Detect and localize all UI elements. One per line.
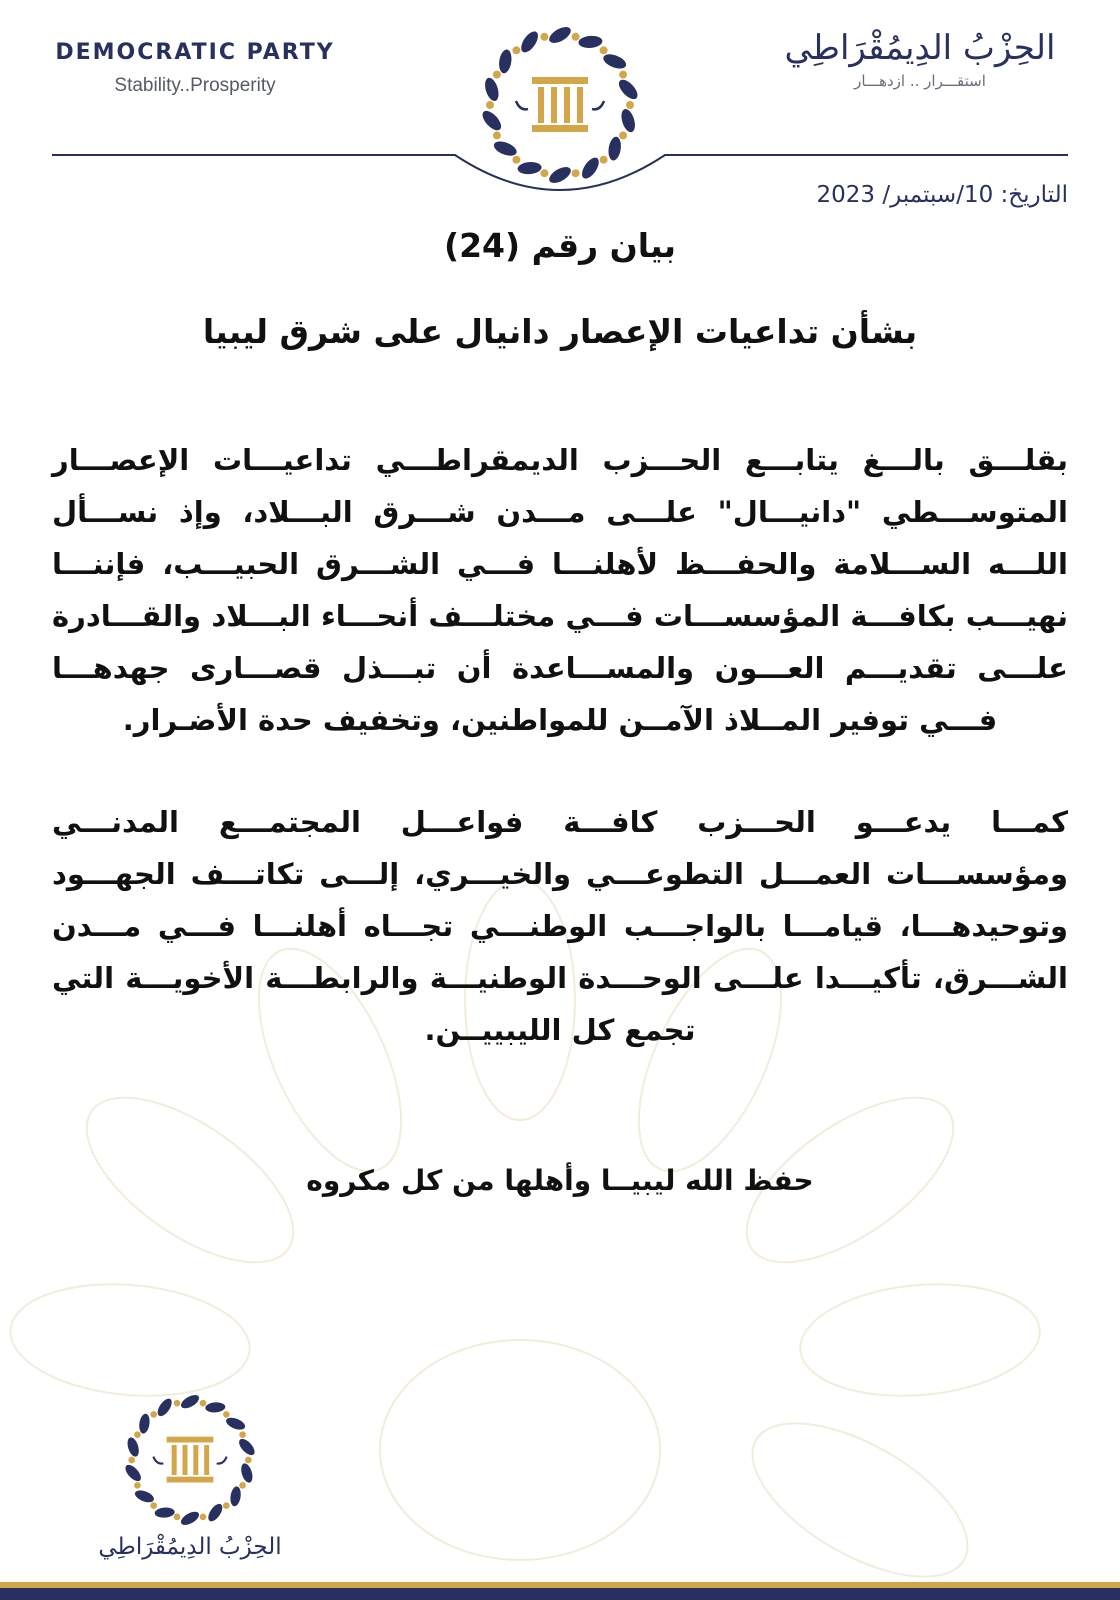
emblem-dot [600, 156, 608, 164]
closing-line: حفظ الله ليبيــا وأهلها من كل مكروه [306, 1164, 814, 1197]
emblem-dot [174, 1400, 181, 1407]
emblem-leaf [517, 161, 542, 175]
emblem-column [577, 87, 583, 123]
emblem-dot [493, 71, 501, 79]
party-emblem-icon [115, 1385, 265, 1535]
english-party-name: DEMOCRATIC PARTY [55, 40, 335, 65]
emblem-dot [239, 1431, 246, 1438]
emblem-leaf [154, 1507, 175, 1518]
emblem-dot [245, 1457, 252, 1464]
emblem-column [172, 1445, 177, 1475]
emblem-dot [128, 1457, 135, 1464]
emblem-dot [223, 1502, 230, 1509]
emblem-leaf [206, 1502, 226, 1524]
emblem-pillar-base [167, 1477, 214, 1483]
emblem-leaf [125, 1436, 140, 1458]
arabic-party-name: الحِزْبُ الدِيمُقْرَاطِي [784, 28, 1056, 68]
statement-date: التاريخ: 10/سبتمبر/ 2023 [816, 182, 1068, 208]
footer-bar-navy [0, 1588, 1120, 1600]
emblem-dot [600, 46, 608, 54]
footer-bar [0, 1582, 1120, 1600]
header-english [50, 40, 340, 97]
emblem-dot [493, 131, 501, 139]
emblem-pillar-top [532, 77, 588, 84]
emblem-leaf [518, 29, 541, 56]
emblem-column [564, 87, 570, 123]
party-emblem-icon [470, 15, 650, 195]
emblem-dot [626, 101, 634, 109]
emblem-column [183, 1445, 188, 1475]
body-paragraph: كمـــا يدعـــو الحـــزب كافـــة فواعـــل المجتمـــع المدنـــي ومؤسســـات العمـــل التطوعـــي والخيـــري، إلـــى تكاتـــف الجهـــود وتوحيدهـــا، قيامـــا بالواجـــب الوطنـــي تجـــاه أهلنـــا فـــي مـــدن الشـــرق، تأكيـــدا علـــى الوحـــدة الوطنيـــة والرابطـــة الأخويـــة التي تجمع كل الليبييــن. [52, 805, 1068, 1047]
emblem-leaf [578, 35, 603, 49]
emblem-leaf [239, 1462, 254, 1484]
emblem-dot [619, 71, 627, 79]
footer-party-name: الحِزْبُ الدِيمُقْرَاطِي [98, 1534, 282, 1560]
emblem-leaf [616, 77, 641, 103]
emblem-leaf [579, 155, 602, 182]
emblem-column [193, 1445, 198, 1475]
body-paragraph: بقلـــق بالـــغ يتابـــع الحـــزب الديمقراطـــي تداعيـــات الإعصـــار المتوســـطي "دانيـــال" علـــى مـــدن شـــرق البـــلاد، وإذ نســـأل اللـــه الســـلامة والحفـــظ لأهلنـــا فـــي الشـــرق الحبيـــب، فإننـــا نهيـــب بكافـــة المؤسســـات فـــي مختلـــف أنحـــاء البـــلاد والقـــادرة علـــى تقديـــم العـــون والمســـاعدة أن تبـــذل قصـــارى جهدهـــا فـــي توفير المــلاذ الآمــن للمواطنين، وتخفيف حدة الأضـرار. [52, 443, 1068, 737]
emblem-leaf [133, 1488, 155, 1505]
emblem-dot [223, 1411, 230, 1418]
arabic-slogan: استقـــرار .. ازدهـــار [854, 72, 986, 90]
emblem-leaf [498, 49, 513, 75]
emblem-leaf [483, 76, 502, 102]
emblem-dot [540, 169, 548, 177]
emblem-leaf [205, 1402, 226, 1413]
emblem-dot [200, 1400, 207, 1407]
emblem-dot [572, 169, 580, 177]
emblem-dot [239, 1482, 246, 1489]
emblem-leaf [179, 1509, 201, 1528]
emblem-leaf [492, 139, 519, 159]
emblem-wing [153, 1457, 226, 1464]
emblem-dot [512, 156, 520, 164]
emblem-pillar-base [532, 125, 588, 132]
emblem-dot [540, 33, 548, 41]
emblem-column [204, 1445, 209, 1475]
emblem-dot [486, 101, 494, 109]
emblem-leaf [123, 1462, 144, 1483]
emblem-leaf [224, 1415, 246, 1432]
emblem-leaf [547, 164, 574, 186]
emblem-column [538, 87, 544, 123]
emblem-pillar-top [167, 1437, 214, 1443]
emblem-wing [516, 101, 604, 109]
emblem-dot [150, 1502, 157, 1509]
emblem-column [551, 87, 557, 123]
emblem-leaf [138, 1413, 151, 1434]
emblem-leaf [619, 107, 638, 133]
emblem-dot [572, 33, 580, 41]
emblem-dot [619, 131, 627, 139]
emblem-dot [512, 46, 520, 54]
emblem-leaf [601, 51, 628, 71]
header-arabic [770, 28, 1070, 90]
english-slogan: Stability..Prosperity [114, 75, 276, 96]
emblem-dot [150, 1411, 157, 1418]
emblem-dot [134, 1431, 141, 1438]
emblem-leaf [479, 108, 504, 134]
emblem-leaf [179, 1392, 201, 1411]
emblem-leaf [229, 1486, 242, 1507]
emblem-dot [134, 1482, 141, 1489]
statement-number: بيان رقم (24) [444, 226, 676, 265]
emblem-leaf [607, 136, 622, 162]
emblem-dot [174, 1514, 181, 1521]
emblem-leaf [547, 24, 574, 46]
emblem-dot [200, 1514, 207, 1521]
emblem-leaf [236, 1436, 257, 1457]
statement-title: بشأن تداعيات الإعصار دانيال على شرق ليبيا [202, 312, 918, 351]
emblem-leaf [155, 1396, 175, 1418]
